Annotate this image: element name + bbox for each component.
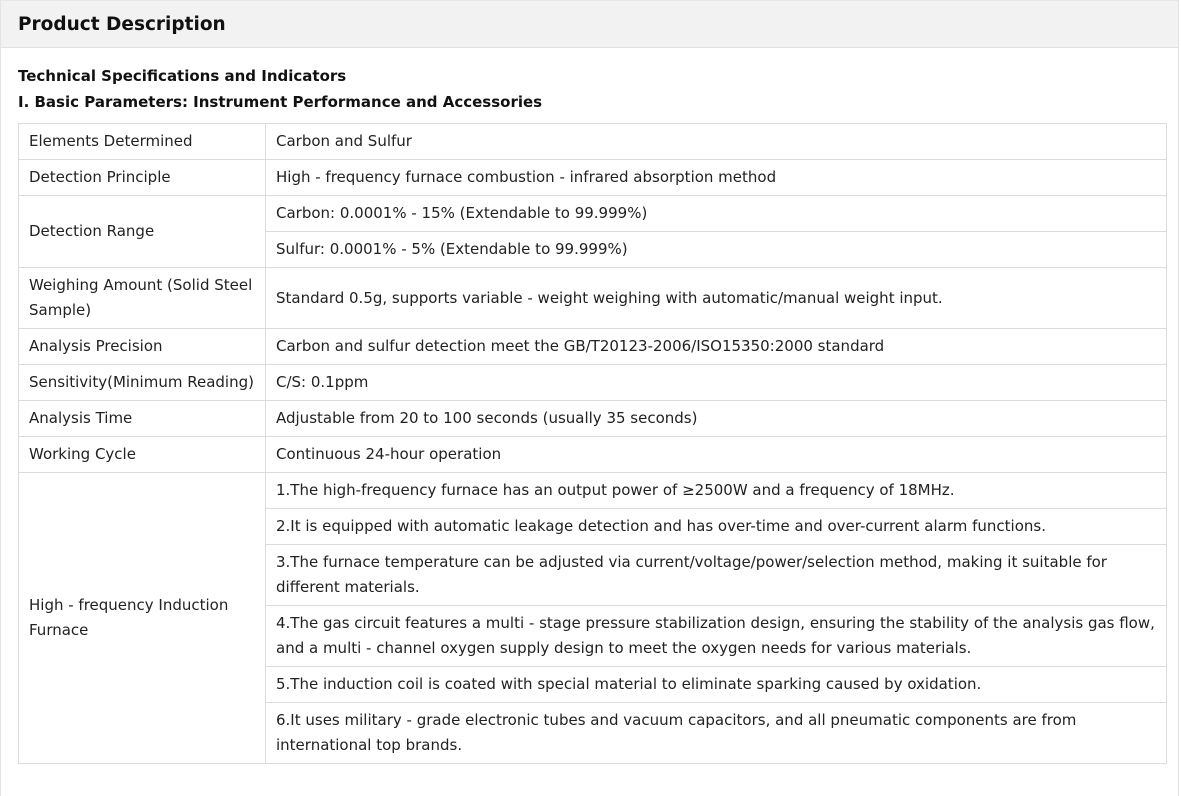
row-value: 1.The high-frequency furnace has an output power of ≥2500W and a frequency of 18MHz.: [266, 473, 1167, 509]
row-value: Adjustable from 20 to 100 seconds (usually 35 seconds): [266, 401, 1167, 437]
table-row: [19, 365, 1167, 401]
table-row: [19, 473, 1167, 509]
row-label: Weighing Amount (Solid Steel Sample): [19, 268, 266, 329]
row-value: Sulfur: 0.0001% - 5% (Extendable to 99.999%): [266, 232, 1167, 268]
row-value: 5.The induction coil is coated with special material to eliminate sparking caused by oxidation.: [266, 667, 1167, 703]
table-row: [19, 268, 1167, 329]
row-value: Standard 0.5g, supports variable - weight weighing with automatic/manual weight input.: [266, 268, 1167, 329]
row-label: Working Cycle: [19, 437, 266, 473]
row-value: C/S: 0.1ppm: [266, 365, 1167, 401]
row-label: Analysis Time: [19, 401, 266, 437]
spec-table: [18, 123, 1167, 764]
row-label: Detection Principle: [19, 160, 266, 196]
row-label: Detection Range: [19, 196, 266, 268]
row-value: 4.The gas circuit features a multi - stage pressure stabilization design, ensuring the stability of the analysis gas flow, and a multi - channel oxygen supply design to meet the oxygen needs for various materials.: [266, 606, 1167, 667]
row-value: High - frequency furnace combustion - infrared absorption method: [266, 160, 1167, 196]
row-value: Carbon and Sulfur: [266, 124, 1167, 160]
row-value: Continuous 24-hour operation: [266, 437, 1167, 473]
row-value: 6.It uses military - grade electronic tubes and vacuum capacitors, and all pneumatic components are from international top brands.: [266, 703, 1167, 764]
row-value: Carbon: 0.0001% - 15% (Extendable to 99.999%): [266, 196, 1167, 232]
panel-title: Product Description: [18, 13, 226, 35]
section-heading: Technical Specifications and Indicators: [18, 67, 347, 85]
section-subheading: I. Basic Parameters: Instrument Performance and Accessories: [18, 93, 543, 111]
row-value: Carbon and sulfur detection meet the GB/T20123-2006/ISO15350:2000 standard: [266, 329, 1167, 365]
panel-header: [1, 0, 1178, 48]
table-row: [19, 329, 1167, 365]
row-label: Sensitivity(Minimum Reading): [19, 365, 266, 401]
row-label: Analysis Precision: [19, 329, 266, 365]
row-label: High - frequency Induction Furnace: [19, 473, 266, 764]
row-value: 3.The furnace temperature can be adjusted via current/voltage/power/selection method, making it suitable for different materials.: [266, 545, 1167, 606]
table-row: [19, 196, 1167, 232]
table-row: [19, 124, 1167, 160]
table-row: [19, 401, 1167, 437]
table-row: [19, 437, 1167, 473]
row-label: Elements Determined: [19, 124, 266, 160]
panel-content: [1, 48, 1178, 764]
table-row: [19, 160, 1167, 196]
row-value: 2.It is equipped with automatic leakage detection and has over-time and over-current alarm functions.: [266, 509, 1167, 545]
